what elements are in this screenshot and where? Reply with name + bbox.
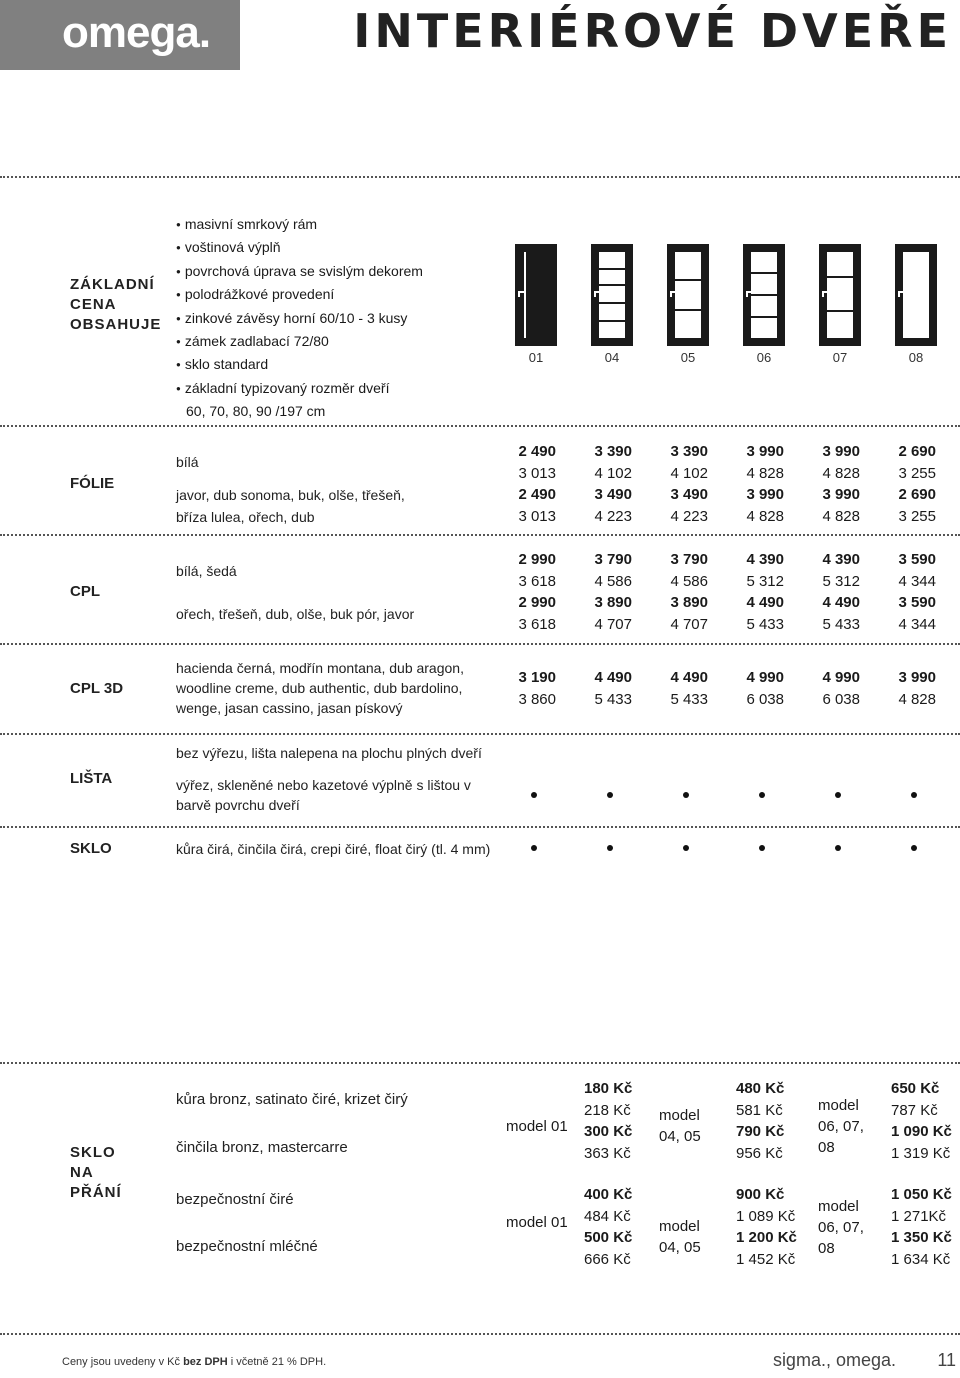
divider (0, 1333, 960, 1335)
price-excl-vat: 2 990 (518, 551, 556, 568)
page-number: 11 (937, 1350, 956, 1370)
price-incl-vat: 3 255 (898, 507, 936, 525)
divider (0, 733, 960, 735)
price-incl-vat: 5 433 (670, 690, 708, 708)
price-incl-vat: 4 828 (822, 507, 860, 525)
logo-text: omega. (62, 8, 211, 57)
model-label-line: 06, 07, (818, 1118, 864, 1135)
price-incl-vat: 4 223 (670, 507, 708, 525)
price-incl-vat: 5 433 (746, 615, 784, 633)
folie-row2-line: bříza lulea, ořech, dub (176, 509, 315, 525)
included-dot-icon (683, 792, 689, 798)
price-excl-vat: 2 990 (518, 594, 556, 611)
vat-note-text: Ceny jsou uvedeny v Kč (62, 1356, 184, 1368)
price-excl-vat: 4 490 (670, 669, 708, 686)
price-incl-vat: 4 828 (898, 690, 936, 708)
feature-item: ● voštinová výplň (176, 237, 423, 260)
price-excl-vat: 2 490 (518, 443, 556, 460)
price-excl-vat: 3 990 (898, 669, 936, 686)
included-dot-icon (835, 845, 841, 851)
door-07-icon (819, 244, 861, 346)
price-incl-vat: 1 271Kč (891, 1207, 947, 1225)
price-excl-vat: 3 790 (670, 551, 708, 568)
model-label: model 01 (506, 1118, 568, 1135)
divider (0, 1062, 960, 1064)
price-incl-vat: 4 344 (898, 615, 936, 633)
price-incl-vat: 1 634 Kč (891, 1250, 951, 1268)
price-incl-vat: 4 828 (746, 507, 784, 525)
price-incl-vat: 3 618 (518, 572, 556, 590)
price-excl-vat: 4 390 (746, 551, 784, 568)
model-label-line: model (818, 1097, 859, 1114)
feature-item: ● masivní smrkový rám (176, 214, 423, 237)
label-line: SKLO (70, 1144, 116, 1161)
vat-note (62, 1356, 326, 1368)
label-line: PŘÁNÍ (70, 1184, 122, 1201)
cpl-label: CPL (70, 583, 100, 600)
included-dot-icon (911, 845, 917, 851)
divider (0, 425, 960, 427)
price-excl-vat: 3 490 (670, 486, 708, 503)
price-excl-vat: 2 690 (898, 486, 936, 503)
price-excl-vat: 3 990 (822, 443, 860, 460)
price-incl-vat: 363 Kč (584, 1144, 631, 1162)
price-excl-vat: 3 490 (594, 486, 632, 503)
cpl3d-label: CPL 3D (70, 680, 124, 697)
model-label-line: 04, 05 (659, 1128, 701, 1145)
option-prices (736, 1078, 784, 1164)
price-incl-vat: 3 860 (518, 690, 556, 708)
folie-label: FÓLIE (70, 475, 115, 492)
price-excl-vat: 3 990 (746, 486, 784, 503)
price-incl-vat: 787 Kč (891, 1101, 938, 1119)
glass-option: činčila bronz, mastercarre (176, 1139, 348, 1156)
price-excl-vat: 4 390 (822, 551, 860, 568)
price-excl-vat: 3 590 (898, 551, 936, 568)
price-incl-vat: 4 707 (670, 615, 708, 633)
price-excl-vat: 790 Kč (736, 1123, 785, 1140)
feature-item: ● základní typizovaný rozměr dveří (176, 378, 423, 401)
feature-item: ● sklo standard (176, 354, 423, 377)
door-code: 01 (528, 350, 544, 365)
door-code: 05 (680, 350, 696, 365)
price-excl-vat: 300 Kč (584, 1123, 633, 1140)
label-line: NA (70, 1164, 94, 1181)
price-excl-vat: 500 Kč (584, 1229, 633, 1246)
price-incl-vat: 3 013 (518, 464, 556, 482)
price-excl-vat: 180 Kč (584, 1080, 633, 1097)
price-incl-vat: 4 102 (670, 464, 708, 482)
price-incl-vat: 218 Kč (584, 1101, 631, 1119)
sklo-label: SKLO (70, 840, 112, 857)
door-04-icon (591, 244, 633, 346)
price-excl-vat: 1 090 Kč (891, 1123, 952, 1140)
price-excl-vat: 3 890 (670, 594, 708, 611)
model-label-line: model (659, 1218, 700, 1235)
included-dot-icon (683, 845, 689, 851)
divider (0, 643, 960, 645)
included-dot-icon (531, 845, 537, 851)
price-excl-vat: 2 490 (518, 486, 556, 503)
price-incl-vat: 5 433 (594, 690, 632, 708)
model-label-line: 04, 05 (659, 1239, 701, 1256)
price-excl-vat: 4 990 (822, 669, 860, 686)
door-code: 04 (604, 350, 620, 365)
cpl-row2-label: ořech, třešeň, dub, olše, buk pór, javor (176, 606, 415, 622)
omega-logo (0, 0, 240, 70)
price-excl-vat: 3 190 (518, 669, 556, 686)
lista-line2 (176, 775, 471, 815)
vat-note-bold: bez DPH (183, 1356, 228, 1368)
price-excl-vat: 4 490 (594, 669, 632, 686)
model-label-line: 06, 07, (818, 1219, 864, 1236)
price-incl-vat: 484 Kč (584, 1207, 631, 1225)
price-incl-vat: 1 452 Kč (736, 1250, 796, 1268)
feature-item: ● zámek zadlabací 72/80 (176, 331, 423, 354)
divider (0, 176, 960, 178)
price-excl-vat: 900 Kč (736, 1186, 785, 1203)
basic-label-line: ZÁKLADNÍ (70, 276, 155, 293)
price-excl-vat: 1 350 Kč (891, 1229, 952, 1246)
option-prices (584, 1078, 632, 1164)
price-incl-vat: 666 Kč (584, 1250, 631, 1268)
model-label: model 01 (506, 1214, 568, 1231)
price-excl-vat: 3 990 (822, 486, 860, 503)
model-label-line: model (659, 1107, 700, 1124)
door-06-icon (743, 244, 785, 346)
folie-row2-line: javor, dub sonoma, buk, olše, třešeň, (176, 487, 405, 503)
model-label-line: model (818, 1198, 859, 1215)
price-incl-vat: 3 013 (518, 507, 556, 525)
glass-option: bezpečnostní mléčné (176, 1238, 318, 1255)
included-dot-icon (607, 792, 613, 798)
feature-item-continuation: 60, 70, 80, 90 /197 cm (186, 403, 326, 420)
option-prices (891, 1184, 952, 1270)
divider (0, 534, 960, 536)
price-incl-vat: 6 038 (746, 690, 784, 708)
price-excl-vat: 4 490 (822, 594, 860, 611)
price-incl-vat: 5 433 (822, 615, 860, 633)
price-incl-vat: 5 312 (746, 572, 784, 590)
feature-item: ● povrchová úprava se svislým dekorem (176, 261, 423, 284)
price-incl-vat: 5 312 (822, 572, 860, 590)
model-label-line: 08 (818, 1240, 835, 1257)
price-excl-vat: 1 200 Kč (736, 1229, 797, 1246)
door-code: 08 (908, 350, 924, 365)
price-incl-vat: 1 089 Kč (736, 1207, 796, 1225)
included-dot-icon (759, 792, 765, 798)
basic-label (70, 275, 161, 335)
price-incl-vat: 1 319 Kč (891, 1144, 951, 1162)
price-incl-vat: 3 618 (518, 615, 556, 633)
page-title: INTERIÉROVÉ DVEŘE (353, 4, 952, 58)
price-incl-vat: 6 038 (822, 690, 860, 708)
price-excl-vat: 3 890 (594, 594, 632, 611)
cpl3d-decors (176, 658, 464, 718)
folie-row1-label: bílá (176, 454, 199, 470)
price-excl-vat: 4 990 (746, 669, 784, 686)
option-prices (891, 1078, 952, 1164)
door-code: 06 (756, 350, 772, 365)
price-incl-vat: 956 Kč (736, 1144, 783, 1162)
lista-line2-text: barvě povrchu dveří (176, 797, 300, 813)
basic-label-line: CENA (70, 296, 117, 313)
glass-option: bezpečnostní čiré (176, 1191, 294, 1208)
included-dot-icon (531, 792, 537, 798)
price-excl-vat: 4 490 (746, 594, 784, 611)
included-dot-icon (607, 845, 613, 851)
cpl-row1-label: bílá, šedá (176, 563, 237, 579)
price-excl-vat: 2 690 (898, 443, 936, 460)
price-incl-vat: 581 Kč (736, 1101, 783, 1119)
price-excl-vat: 3 390 (594, 443, 632, 460)
price-excl-vat: 1 050 Kč (891, 1186, 952, 1203)
feature-item: ● polodrážkové provedení (176, 284, 423, 307)
lista-line1: bez výřezu, lišta nalepena na plochu plných dveří (176, 745, 482, 761)
price-incl-vat: 4 828 (822, 464, 860, 482)
price-incl-vat: 4 586 (594, 572, 632, 590)
model-label-line: 08 (818, 1139, 835, 1156)
included-dot-icon (835, 792, 841, 798)
price-excl-vat: 480 Kč (736, 1080, 785, 1097)
folie-row2-label (176, 485, 405, 527)
sklo-na-prani-label (70, 1143, 122, 1203)
basic-features-list (176, 214, 423, 425)
included-dot-icon (759, 845, 765, 851)
sklo-line: kůra čirá, činčila čirá, crepi čiré, float čirý (tl. 4 mm) (176, 841, 491, 857)
price-incl-vat: 3 255 (898, 464, 936, 482)
cpl3d-decor-line: hacienda černá, modřín montana, dub aragon, (176, 660, 464, 676)
feature-item: ● zinkové závěsy horní 60/10 - 3 kusy (176, 308, 423, 331)
cpl3d-decor-line: woodline creme, dub authentic, dub bardolino, (176, 680, 463, 696)
price-excl-vat: 3 590 (898, 594, 936, 611)
price-incl-vat: 4 828 (746, 464, 784, 482)
glass-option: kůra bronz, satinato čiré, krizet čirý (176, 1091, 408, 1108)
price-excl-vat: 400 Kč (584, 1186, 633, 1203)
divider (0, 826, 960, 828)
door-code: 07 (832, 350, 848, 365)
basic-label-line: OBSAHUJE (70, 316, 162, 333)
model-label (659, 1105, 701, 1147)
price-incl-vat: 4 102 (594, 464, 632, 482)
price-excl-vat: 3 390 (670, 443, 708, 460)
option-prices (736, 1184, 797, 1270)
vat-note-text: i včetně 21 % DPH. (227, 1356, 327, 1368)
door-05-icon (667, 244, 709, 346)
option-prices (584, 1184, 632, 1270)
price-excl-vat: 3 790 (594, 551, 632, 568)
door-01-icon (515, 244, 557, 346)
model-label (818, 1095, 864, 1158)
cpl3d-decor-line: wenge, jasan cassino, jasan pískový (176, 700, 403, 716)
price-incl-vat: 4 223 (594, 507, 632, 525)
lista-line2-text: výřez, skleněné nebo kazetové výplně s lištou v (176, 777, 471, 793)
price-incl-vat: 4 344 (898, 572, 936, 590)
included-dot-icon (911, 792, 917, 798)
door-08-icon (895, 244, 937, 346)
price-incl-vat: 4 586 (670, 572, 708, 590)
price-excl-vat: 650 Kč (891, 1080, 940, 1097)
model-label (818, 1196, 864, 1259)
price-incl-vat: 4 707 (594, 615, 632, 633)
lista-label: LIŠTA (70, 770, 113, 787)
footer-brand: sigma., omega. (772, 1350, 896, 1370)
model-label (659, 1216, 701, 1258)
price-excl-vat: 3 990 (746, 443, 784, 460)
